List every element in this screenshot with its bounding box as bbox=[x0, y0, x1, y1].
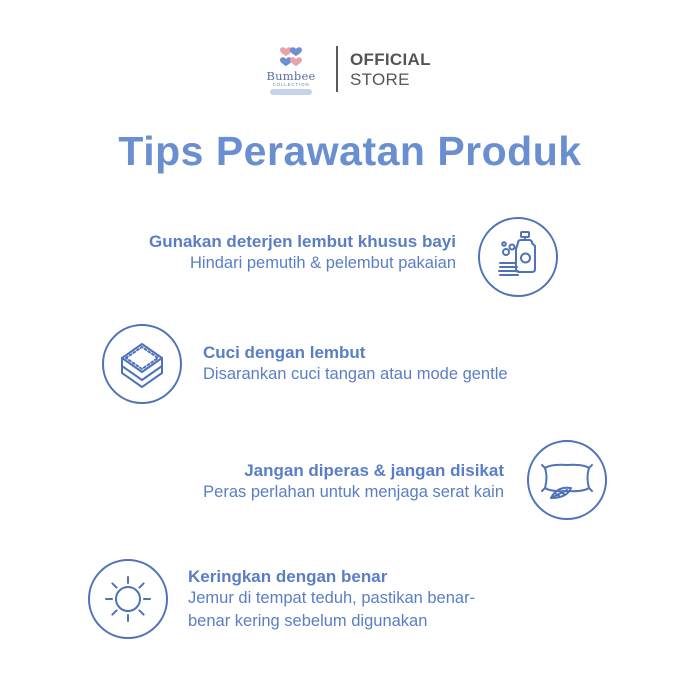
brand-sub: COLLECTION bbox=[272, 82, 310, 87]
tip-2-title: Cuci dengan lembut bbox=[203, 343, 366, 362]
tip-4-description-line1: Jemur di tempat teduh, pastikan benar- bbox=[188, 589, 476, 607]
pillow-feather-icon bbox=[527, 440, 607, 520]
tip-1 bbox=[149, 232, 456, 275]
tip-4-title: Keringkan dengan benar bbox=[188, 567, 388, 586]
tip-1-title: Gunakan deterjen lembut khusus bayi bbox=[148, 232, 456, 251]
tip-2-description: Disarankan cuci tangan atau mode gentle bbox=[203, 365, 508, 383]
tip-4 bbox=[188, 567, 475, 633]
tip-3-description: Peras perlahan untuk menjaga serat kain bbox=[203, 483, 504, 501]
tip-4-description-line2: benar kering sebelum digunakan bbox=[188, 612, 428, 630]
brand-name: Bumbee bbox=[266, 69, 316, 83]
logo-hearts-icon bbox=[258, 42, 324, 70]
store-label: STORE bbox=[350, 70, 410, 89]
fabric-icon bbox=[102, 324, 182, 404]
tip-2 bbox=[203, 343, 508, 386]
tip-3 bbox=[203, 461, 504, 504]
header-divider bbox=[336, 46, 338, 92]
tip-3-title: Jangan diperas & jangan disikat bbox=[244, 461, 504, 480]
header bbox=[0, 40, 700, 100]
official-label: OFFICIAL bbox=[350, 50, 431, 69]
brand-logo[interactable] bbox=[258, 42, 324, 100]
logo-ribbon bbox=[270, 89, 312, 95]
tip-1-description: Hindari pemutih & pelembut pakaian bbox=[190, 254, 456, 272]
detergent-icon bbox=[478, 217, 558, 297]
sun-icon bbox=[88, 559, 168, 639]
page-title: Tips Perawatan Produk bbox=[118, 128, 582, 174]
